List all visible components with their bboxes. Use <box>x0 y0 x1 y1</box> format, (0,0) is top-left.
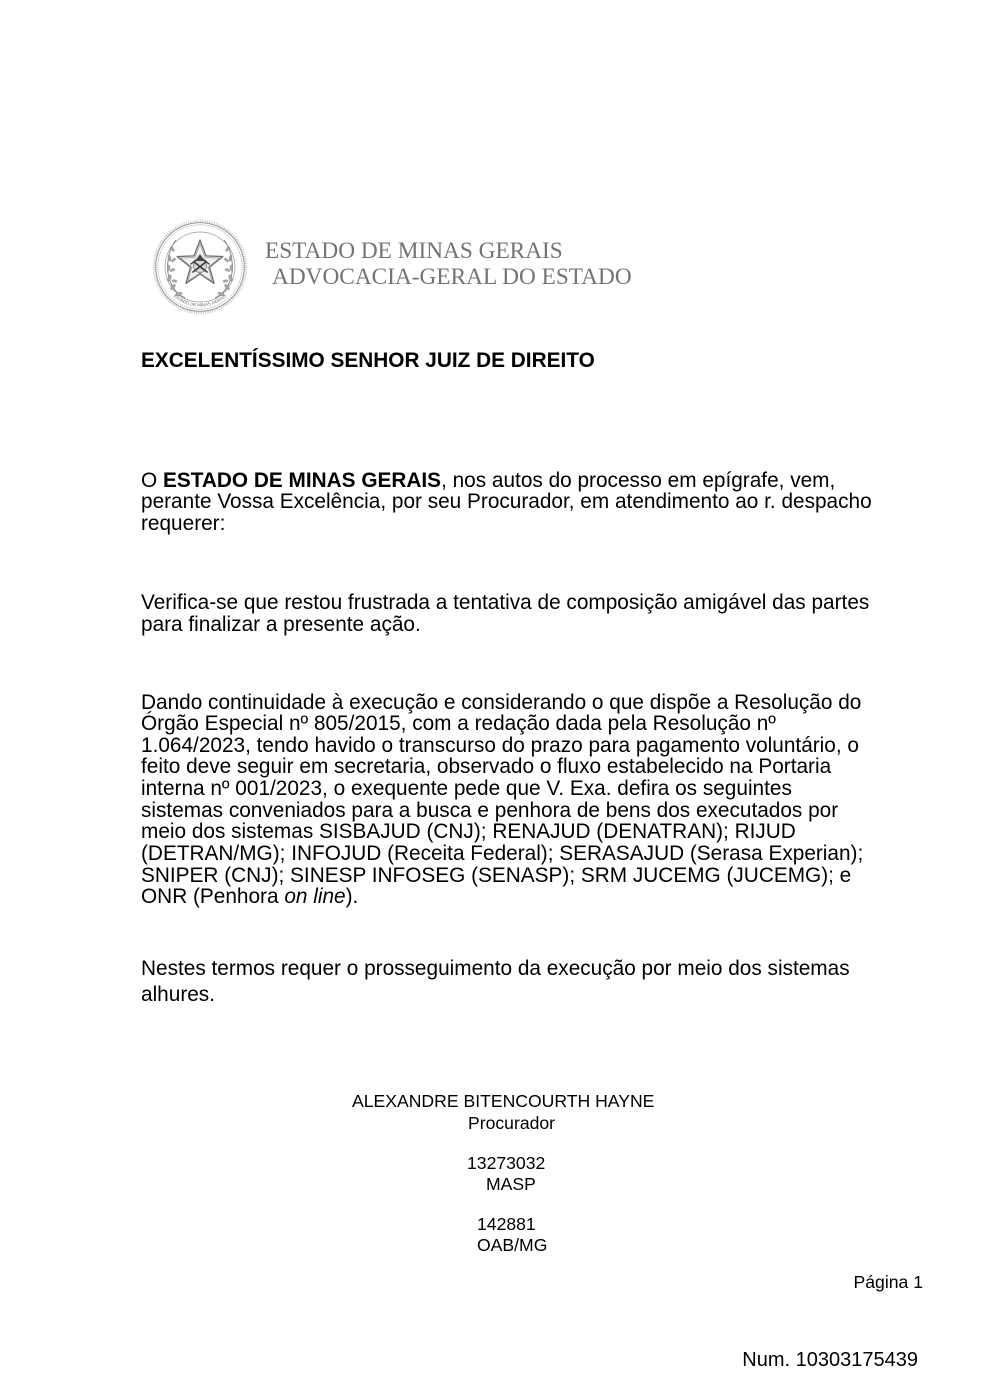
p3-last-italic: on line <box>284 885 346 908</box>
p3-line-10 <box>141 886 358 908</box>
p3-line-9: SNIPER (CNJ); SINESP INFOSEG (SENASP); SRM JUCEMG (JUCEMG); e <box>141 864 852 887</box>
masp-number: 13273032 <box>467 1153 546 1173</box>
coat-of-arms-icon <box>152 219 248 315</box>
p3-line-3: 1.064/2023, tendo havido o transcurso do prazo para pagamento voluntário, o <box>141 734 859 757</box>
oab-label: OAB/MG <box>477 1235 548 1255</box>
p4-line-1: Nestes termos requer o prosseguimento da execução por meio dos sistemas <box>141 957 850 980</box>
p1-line-2: perante Vossa Excelência, por seu Procurador, em atendimento ao r. despacho <box>141 490 872 513</box>
addressee-heading: EXCELENTÍSSIMO SENHOR JUIZ DE DIREITO <box>141 349 595 372</box>
p3-last-prefix: ONR (Penhora <box>141 885 285 908</box>
oab-number: 142881 <box>477 1214 536 1234</box>
p3-line-2: Órgão Especial nº 805/2015, com a redação dada pela Resolução nº <box>141 712 776 735</box>
p1-line-1-rest: , nos autos do processo em epígrafe, vem, <box>441 469 836 492</box>
p1-prefix: O <box>141 469 163 492</box>
p3-line-6: sistemas conveniados para a busca e penhora de bens dos executados por <box>141 799 839 822</box>
p4-line-2: alhures. <box>141 983 215 1006</box>
p3-line-8: (DETRAN/MG); INFOJUD (Receita Federal); SERASAJUD (Serasa Experian); <box>141 842 864 865</box>
p1-line-1 <box>141 470 835 492</box>
seal-motto-text: ESTADO DE MINAS GERAIS <box>172 293 228 308</box>
p1-line-3: requerer: <box>141 512 226 535</box>
signer-title: Procurador <box>468 1113 556 1133</box>
page-number: Página 1 <box>853 1272 923 1292</box>
letterhead-state-name: ESTADO DE MINAS GERAIS <box>265 238 563 264</box>
masp-label: MASP <box>486 1174 536 1194</box>
p3-line-7: meio dos sistemas SISBAJUD (CNJ); RENAJUD (DENATRAN); RIJUD <box>141 820 796 843</box>
p3-line-4: feito deve seguir em secretaria, observado o fluxo estabelecido na Portaria <box>141 755 832 778</box>
p2-line-2: para finalizar a presente ação. <box>141 613 421 636</box>
p3-line-1: Dando continuidade à execução e considerando o que dispõe a Resolução do <box>141 691 862 714</box>
p2-line-1: Verifica-se que restou frustrada a tentativa de composição amigável das partes <box>141 591 870 614</box>
party-name: ESTADO DE MINAS GERAIS <box>162 469 442 492</box>
document-number: Num. 10303175439 <box>742 1349 918 1371</box>
letterhead-agency-name: ADVOCACIA-GERAL DO ESTADO <box>272 264 632 290</box>
p3-last-suffix: ). <box>345 885 359 908</box>
signer-name: ALEXANDRE BITENCOURTH HAYNE <box>352 1091 655 1111</box>
p3-line-5: interna nº 001/2023, o exequente pede que V. Exa. defira os seguintes <box>141 777 792 800</box>
